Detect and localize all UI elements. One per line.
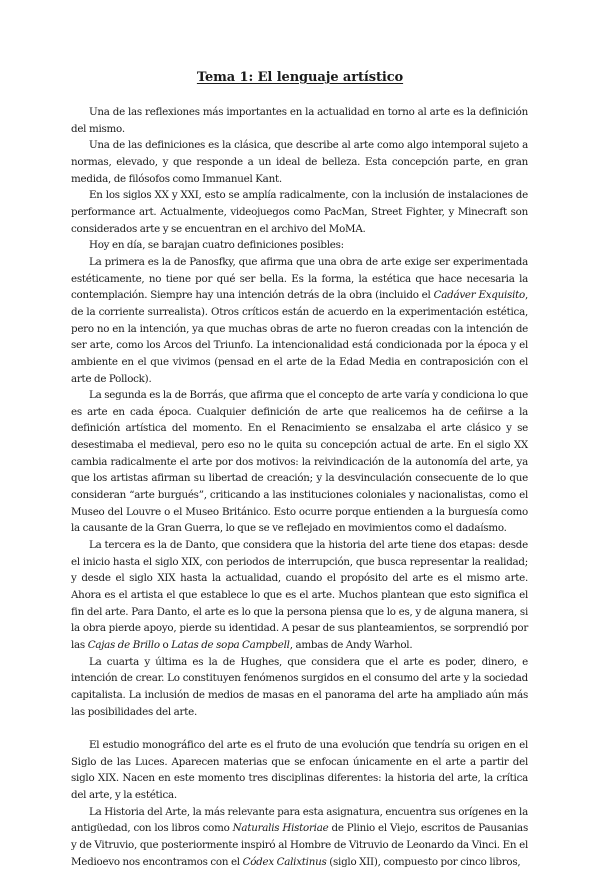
paragraph-p3: [71, 187, 528, 237]
paragraph-p10: [71, 804, 528, 870]
document-title: Tema 1: El lenguaje artístico: [196, 70, 404, 85]
paragraph-text: , de la corriente surrealista). Otros críticos están de acuerdo en la experimentación estética, pero no en la intención, ya que muchas obras de arte no fueron creadas con la intención de ser arte, como los Arcos del Triunfo. La intencionalidad está condicionada por la época y el ambiente en el que vivimos (pensad en el arte de la Edad Media en contraposición con el arte de Pollock).: [71, 289, 528, 385]
paragraph-p6: [71, 387, 528, 537]
paragraph-p2: [71, 137, 528, 187]
paragraph-p4: [71, 237, 528, 254]
paragraph-text: En los siglos XX y XXI, esto se amplía radicalmente, con la inclusión de instalaciones de performance art. Actualmente, videojuegos como PacMan, Street Fighter, y Minecraft son considerados arte y se encuentran en el archivo del MoMA.: [71, 189, 528, 235]
paragraph-text: La primera es la de Panosfky, que afirma que una obra de arte exige ser experimentada estéticamente, no tiene por qué ser bella. Es la forma, la estética que hace necesaria la contemplación. Siempre hay una intención detrás de la obra (incluido el: [71, 255, 528, 302]
paragraph-p1: [71, 104, 528, 137]
paragraph-text: Una de las definiciones es la clásica, que describe al arte como algo intemporal sujeto a normas, elevado, y que responde a un ideal de belleza. Esta concepción parte, en gran medida, de filósofos como Immanuel Kant.: [71, 139, 528, 185]
italic-title: Cadáver Exquisito: [433, 289, 525, 302]
paragraph-text: de Plinio el Viejo, escritos de Pausanias y de Vitruvio, que posteriormente inspiró al Hombre de Vitruvio de Leonardo da Vinci. En el Medioevo nos encontramos con el: [71, 822, 528, 868]
italic-title: Latas de sopa Campbell: [171, 639, 290, 651]
paragraph-text: (siglo XII), compuesto por cinco libros,: [326, 855, 521, 868]
paragraph-text: Hoy en día, se barajan cuatro definiciones posibles:: [89, 239, 344, 252]
paragraph-p7: [71, 537, 528, 654]
paragraph-text: Una de las reflexiones más importantes en la actualidad en torno al arte es la definición del mismo.: [71, 106, 528, 135]
paragraph-text: La Historia del Arte, la más relevante para esta asignatura, encuentra sus orígenes en la antigüedad, con los libros como: [71, 805, 528, 835]
paragraph-text: La cuarta y última es la de Hughes, que considera que el arte es poder, dinero, e intención de crear. Lo constituyen fenómenos surgidos en el consumo del arte y la sociedad capitalista. La inclusión de medios de masas en el panorama del arte ha ampliado aún más las posibilidades del arte.: [71, 655, 528, 718]
paragraph-text: , ambas de Andy Warhol.: [289, 639, 413, 651]
paragraph-text: El estudio monográfico del arte es el fruto de una evolución que tendría su origen en el Siglo de las Luces. Aparecen materias que se enfocan únicamente en el arte a partir del siglo XIX. Nacen en este momento tres disciplinas diferentes: la historia del arte, la crítica del arte, y la estética.: [71, 738, 528, 801]
paragraph-p8: [71, 654, 528, 721]
italic-title: Cajas de Brillo: [87, 639, 160, 651]
paragraph-text: La segunda es la de Borrás, que afirma que el concepto de arte varía y condiciona lo que es arte en cada época. Cualquier definición de arte que realicemos ha de ceñirse a la definición artística del momento. En el Renacimiento se ensalzaba el arte clásico y se desestimaba el medieval, pero eso no le quita su concepción actual de arte. En el siglo XX cambia radicalmente el arte por dos motivos: la reivindicación de la autonomía del arte, ya que los artistas afirman su libertad de creación; y la desvinculación consecuente de lo que consideran “arte burgués”, criticando a las instituciones coloniales y nacionalistas, como el Museo del Louvre o el Museo Británico. Esto ocurre porque entienden a la burguesía como la causante de la Gran Guerra, lo que se ve reflejado en movimientos como el dadaísmo.: [71, 389, 528, 535]
italic-title: Naturalis Historiae: [232, 822, 329, 835]
paragraph-p9: [71, 737, 528, 804]
document-body: [71, 104, 528, 870]
paragraph-p5: [71, 254, 528, 387]
paragraph-text: o: [159, 639, 172, 651]
italic-title: Códex Calixtinus: [242, 855, 327, 868]
paragraph-text: La tercera es la de Danto, que considera que la historia del arte tiene dos etapas: desde el inicio hasta el siglo XIX, con periodos de interrupción, que busca representar la realidad; y desde el siglo XIX hasta la actualidad, cuando el propósito del arte es el mismo arte. Ahora es el artista el que establece lo que es el arte. Muchos plantean que esto significa el fin del arte. Para Danto, el arte es lo que la persona piensa que lo es, y de alguna manera, si la obra pierde apoyo, pierde su identidad. A pesar de sus planteamientos, se sorprendió por las: [71, 539, 528, 651]
